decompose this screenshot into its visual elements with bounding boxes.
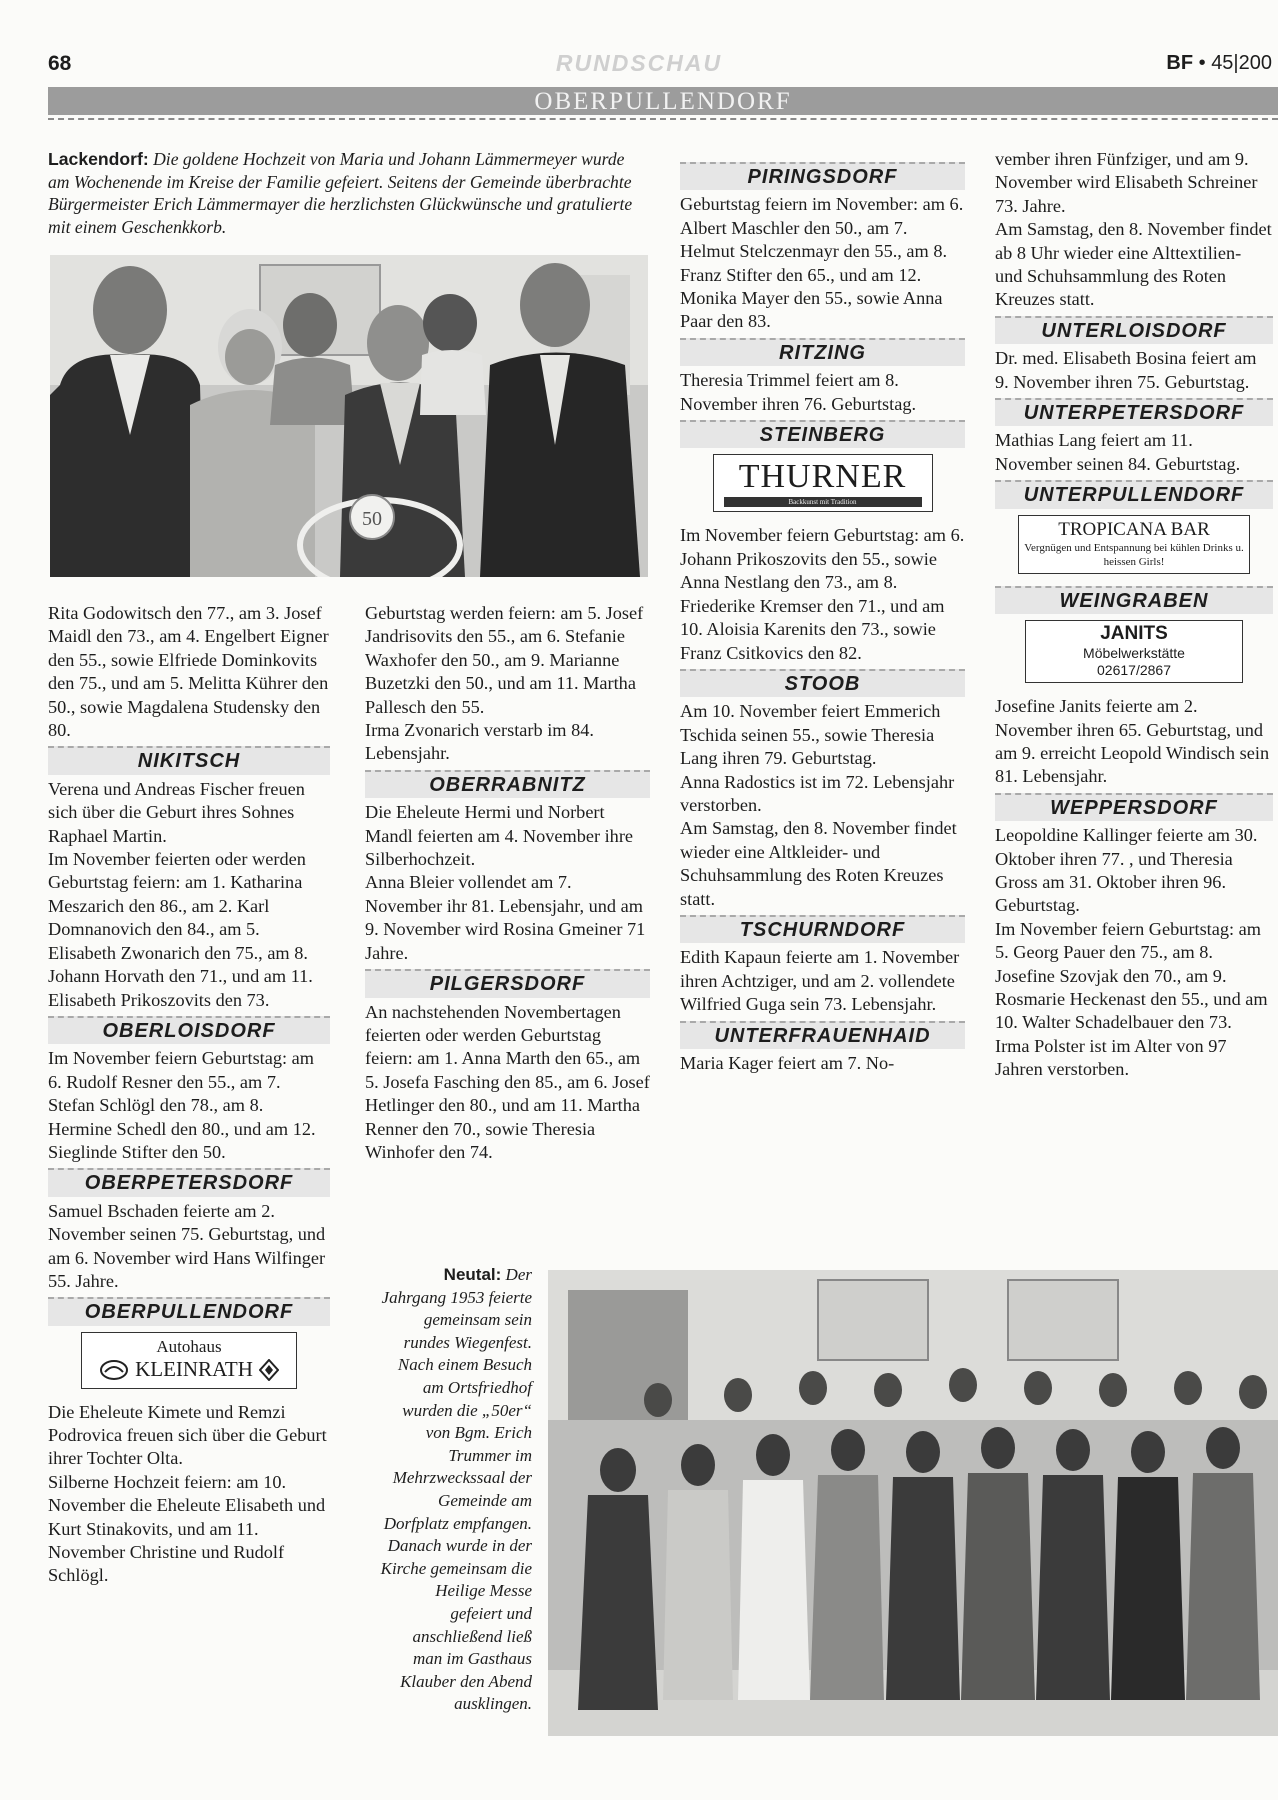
col4-paragraph-1: vember ihren Fünfziger, und am 9. November wird Elisabeth Schreiner 73. Jahre.: [995, 149, 1258, 216]
caption-place: Neutal:: [443, 1265, 502, 1284]
nikitsch-paragraph-1: Verena und Andreas Fischer freuen sich über die Geburt ihres Sohnes Raphael Martin.: [48, 778, 305, 846]
oberloisdorf-paragraph: Im November feiern Geburtstag: am 6. Rudolf Resner den 55., am 7. Stefan Schlögl den 78., am 8. Hermine Schedl den 80., und am 12. Sieglinde Stifter den 50.: [48, 1048, 316, 1162]
stoob-paragraph-2: Anna Radostics ist im 72. Lebensjahr verstorben.: [680, 771, 955, 815]
steinberg-paragraph: Im November feiern Geburtstag: am 6. Johann Prikoszovits den 55., sowie Anna Nestlang den 73., am 8. Friederike Kremser den 71., und am 10. Aloisia Karenits den 73., sowie Franz Csitkovics den 82.: [680, 525, 965, 663]
section-title: OBERPULLENDORF: [534, 88, 792, 115]
newspaper-name: RUNDSCHAU: [555, 50, 723, 76]
issue-separator: •: [1193, 52, 1212, 74]
page-number: 68: [48, 52, 72, 75]
mazda-logo-icon: [99, 1359, 129, 1381]
intro-article: [48, 148, 640, 238]
unterloisdorf-paragraph: Dr. med. Elisabeth Bosina feiert am 9. November ihren 75. Geburtstag.: [995, 348, 1257, 392]
heading-stoob: STOOB: [680, 669, 965, 697]
heading-unterloisdorf: UNTERLOISDORF: [995, 316, 1273, 344]
ad-janits-phone: 02617/2867: [1097, 662, 1171, 679]
unterfrauenhaid-paragraph: Maria Kager feiert am 7. No-: [680, 1053, 895, 1073]
ad-thurner-name: THURNER: [738, 458, 907, 496]
header-divider: [48, 118, 1278, 120]
heading-unterpetersdorf: UNTERPETERSDORF: [995, 398, 1273, 426]
heading-pilgersdorf: PILGERSDORF: [365, 969, 650, 997]
issue-brand: BF: [1166, 52, 1194, 74]
column-2: [365, 602, 650, 1164]
ad-kleinrath-top: Autohaus: [156, 1336, 222, 1356]
golden-wedding-photo-image: [50, 255, 648, 577]
unterpetersdorf-paragraph: Mathias Lang feiert am 11. November seinen 84. Geburtstag.: [995, 430, 1241, 474]
column-4: [995, 148, 1273, 1082]
weingraben-paragraph: Josefine Janits feierte am 2. November ihren 65. Geburtstag, und am 9. erreicht Leopold Windisch sein 81. Lebensjahr.: [995, 696, 1270, 787]
oberrabnitz-paragraph-1: Die Eheleute Hermi und Norbert Mandl feierten am 4. November ihre Silberhochzeit.: [365, 802, 634, 870]
weppersdorf-paragraph-3: Irma Polster ist im Alter von 97 Jahren verstorben.: [995, 1035, 1227, 1080]
intro-place: Lackendorf:: [48, 149, 149, 169]
col1-paragraph: Rita Godowitsch den 77., am 3. Josef Maidl den 73., am 4. Engelbert Eigner den 55., sowie Elfriede Dominkovits den 75., und am 5. Melitta Kührer den 50., sowie Magdalena Studensky den 80.: [48, 603, 329, 741]
issue-number: 45|200: [1211, 52, 1272, 74]
intro-text: Die goldene Hochzeit von Maria und Johann Lämmermeyer wurde am Wochenende im Kreise der Familie gefeiert. Seitens der Gemeinde überbrachte Bürgermeister Erich Lämmermayer die herzlichsten Glückwünsche und gratulierte mit einem Geschenkkorb.: [48, 149, 633, 237]
heading-piringsdorf: PIRINGSDORF: [680, 162, 965, 190]
heading-unterfrauenhaid: UNTERFRAUENHAID: [680, 1021, 965, 1049]
ad-autohaus-kleinrath: [81, 1332, 297, 1389]
ad-tropicana-sub: Vergnügen und Entspannung bei kühlen Drinks u. heissen Girls!: [1024, 541, 1244, 568]
ritzing-paragraph: Theresia Trimmel feiert am 8. November ihren 76. Geburtstag.: [680, 370, 917, 414]
heading-oberpullendorf: OBERPULLENDORF: [48, 1297, 330, 1325]
ad-tropicana-name: TROPICANA BAR: [1058, 518, 1210, 540]
heading-nikitsch: NIKITSCH: [48, 746, 330, 774]
stoob-paragraph-1: Am 10. November feiert Emmerich Tschida seinen 55., sowie Theresia Lang ihren 79. Geburtstag.: [680, 701, 941, 769]
oberpetersdorf-paragraph: Samuel Bschaden feierte am 2. November seinen 75. Geburtstag, und am 6. November wird Hans Wilfinger 55. Jahre.: [48, 1200, 326, 1291]
ad-janits-name: JANITS: [1100, 623, 1168, 645]
neutal-group-photo: [548, 1270, 1278, 1736]
neutal-group-photo-image: [548, 1270, 1278, 1736]
column-3: [680, 158, 965, 1075]
col2-paragraph-1: Geburtstag werden feiern: am 5. Josef Jandrisovits den 55., am 6. Stefanie Waxhofer den 50., am 9. Marianne Buzetzki den 50., und am 11. Martha Pallesch den 55.: [365, 603, 644, 717]
heading-oberpetersdorf: OBERPETERSDORF: [48, 1168, 330, 1196]
weppersdorf-paragraph-1: Leopoldine Kallinger feierte am 30. Oktober ihren 77. , und Theresia Gross am 31. Oktober ihren 96. Geburtstag.: [995, 825, 1258, 916]
caption-text: Der Jahrgang 1953 feierte gemeinsam sein rundes Wiegenfest. Nach einem Besuch am Ortsfriedhof wurden die „50er“ von Bgm. Erich Trummer im Mehrzweckssaal der Gemeinde am Dorfplatz empfangen. Danach wurde in der Kirche gemeinsam die Heilige Messe gefeiert und anschließend ließ man im Gasthaus Klauber den Abend ausklingen.: [380, 1265, 532, 1714]
heading-ritzing: RITZING: [680, 338, 965, 366]
oberpullendorf-paragraph-2: Silberne Hochzeit feiern: am 10. November die Eheleute Elisabeth und Kurt Stinakovits, und am 11. November Christine und Rudolf Schlögl.: [48, 1471, 326, 1586]
ad-kleinrath-name: KLEINRATH: [135, 1357, 253, 1382]
neutal-caption: [380, 1264, 532, 1716]
section-banner: [48, 87, 1278, 115]
weppersdorf-paragraph-2: Im November feiern Geburtstag: am 5. Georg Pauer den 75., am 8. Josefine Szovjak den 70., am 9. Rosmarie Heckenast den 55., und am 10. Walter Schadelbauer den 73.: [995, 918, 1268, 1033]
col2-paragraph-2: Irma Zvonarich verstarb im 84. Lebensjahr.: [365, 720, 594, 764]
col4-paragraph-2: Am Samstag, den 8. November findet ab 8 Uhr wieder eine Alttextilien- und Schuhsammlung des Roten Kreuzes statt.: [995, 219, 1272, 310]
stoob-paragraph-3: Am Samstag, den 8. November findet wieder eine Altkleider- und Schuhsammlung des Roten Kreuzes statt.: [680, 818, 957, 909]
heading-oberloisdorf: OBERLOISDORF: [48, 1016, 330, 1044]
heading-weppersdorf: WEPPERSDORF: [995, 793, 1273, 821]
ad-janits: [1025, 620, 1243, 683]
renault-logo-icon: [259, 1359, 279, 1381]
heading-tschurndorf: TSCHURNDORF: [680, 915, 965, 943]
heading-unterpullendorf: UNTERPULLENDORF: [995, 480, 1273, 508]
tschurndorf-paragraph: Edith Kapaun feierte am 1. November ihren Achtziger, und am 2. vollendete Wilfried Guga sein 73. Lebensjahr.: [680, 947, 960, 1015]
heading-oberrabnitz: OBERRABNITZ: [365, 770, 650, 798]
ad-tropicana-bar: [1018, 515, 1250, 574]
svg-text:50: 50: [362, 508, 382, 530]
oberpullendorf-paragraph-1: Die Eheleute Kimete und Remzi Podrovica freuen sich über die Geburt ihrer Tochter Olta.: [48, 1401, 327, 1469]
column-1: [48, 602, 330, 1588]
ad-janits-sub: Möbelwerkstätte: [1083, 645, 1185, 662]
piringsdorf-paragraph: Geburtstag feiern im November: am 6. Albert Maschler den 50., am 7. Helmut Stelczenmayr den 55., am 8. Franz Stifter den 65., und am 12. Monika Mayer den 55., sowie Anna Paar den 83.: [680, 194, 964, 332]
ad-thurner: [713, 454, 933, 512]
nikitsch-paragraph-2: Im November feierten oder werden Geburtstag feiern: am 1. Katharina Meszarich den 86., am 2. Karl Domnanovich den 84., am 5. Elisabeth Zwonarich den 75., am 8. Johann Horvath den 71., und am 11. Elisabeth Prikoszovits den 73.: [48, 849, 313, 1010]
golden-wedding-photo: [50, 255, 648, 577]
oberrabnitz-paragraph-2: Anna Bleier vollendet am 7. November ihr 81. Lebensjahr, und am 9. November wird Rosina Gmeiner 71 Jahre.: [365, 872, 646, 963]
ad-thurner-sub: Backkunst mit Tradition: [724, 497, 922, 507]
pilgersdorf-paragraph: An nachstehenden Novembertagen feierten oder werden Geburtstag feiern: am 1. Anna Marth den 65., am 5. Josefa Fasching den 85., am 6. Josef Hetlinger den 80., und am 11. Martha Renner den 70., sowie Theresia Winhofer den 74.: [365, 1001, 650, 1162]
heading-weingraben: WEINGRABEN: [995, 586, 1273, 614]
issue-info: [1166, 52, 1272, 75]
heading-steinberg: STEINBERG: [680, 420, 965, 448]
